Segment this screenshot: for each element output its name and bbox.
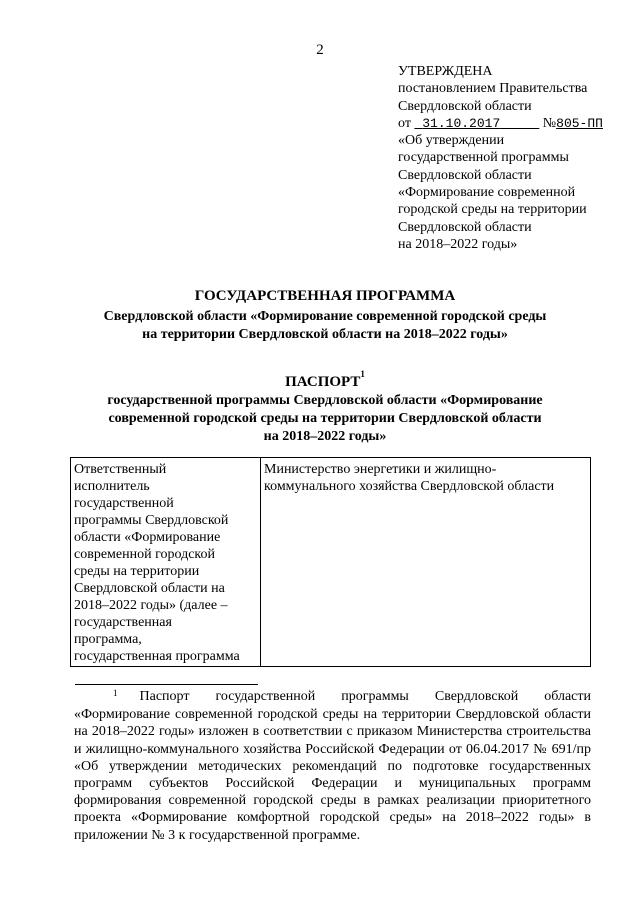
program-subtitle <box>60 308 590 344</box>
approval-subject-2: государственной программы <box>398 150 569 166</box>
approval-line-1: постановлением Правительства <box>398 81 588 97</box>
cell-line: Свердловской области на <box>74 581 225 596</box>
passport-subtitle-line-3: на 2018–2022 годы» <box>263 429 387 444</box>
program-subtitle-line-1: Свердловской области «Формирование современной городской среды <box>103 309 547 324</box>
page-number: 2 <box>316 42 324 58</box>
cell-line: современной городской <box>74 547 215 562</box>
number-prefix: № <box>542 115 557 131</box>
cell-line: программы Свердловской <box>74 513 229 528</box>
passport-subtitle-line-2: современной городской среды на территории Свердловской области <box>108 411 542 426</box>
approval-number: 805-ПП <box>556 115 603 131</box>
program-title: ГОСУДАРСТВЕННАЯ ПРОГРАММА <box>194 288 456 304</box>
program-subtitle-line-2: на территории Свердловской области на 2018–2022 годы» <box>142 327 508 342</box>
cell-line: программа, <box>74 632 142 647</box>
cell-line: государственная программа <box>74 649 240 664</box>
approval-date: 31.10.2017 <box>422 115 501 131</box>
cell-line: 2018–2022 годы» (далее – <box>74 598 228 613</box>
passport-subtitle <box>60 392 590 446</box>
passport-subtitle-line-1: государственной программы Свердловской области «Формирование <box>107 393 543 408</box>
cell-line: государственной <box>74 496 174 511</box>
cell-line: среды на территории <box>74 564 200 579</box>
table-cell-label <box>71 458 261 667</box>
approval-subject-6: Свердловской области <box>398 219 532 235</box>
approval-subject-7: на 2018–2022 годы» <box>398 236 518 252</box>
cell-line: Ответственный <box>74 462 167 477</box>
date-prefix: от <box>398 115 411 131</box>
footnote-text: Паспорт государственной программы Свердловской области «Формирование современной городской среды на территории Свердловской области на 2018–2022 годы» изложен в соответствии с приказом Министерства строительства и жилищно-коммунального хозяйства Российской Федерации от 06.04.2017 № 691/пр «Об утверждении методических рекомендаций по подготовке государственных программ субъектов Российской Федерации и муниципальных программ формирования современной городской среды в рамках реализации приоритетного проекта «Формирование комфортной городской среды» на 2018–2022 годы» в приложении № 3 к государственной программе. <box>74 689 591 843</box>
approval-subject-1: «Об утверждении <box>398 133 505 149</box>
approval-date-line <box>398 115 628 132</box>
cell-line: области «Формирование <box>74 530 221 545</box>
table-cell-value <box>261 458 591 667</box>
cell-line: Министерство энергетики и жилищно- <box>264 462 497 477</box>
approval-subject-5: городской среды на территории <box>398 202 587 218</box>
footnote-ref[interactable]: 1 <box>360 369 365 379</box>
approval-block <box>398 63 628 253</box>
passport-table <box>70 457 591 667</box>
cell-line: исполнитель <box>74 479 150 494</box>
footnote <box>74 688 591 844</box>
footnote-mark: 1 <box>113 688 118 698</box>
approval-subject-4: «Формирование современной <box>398 185 576 201</box>
passport-title-text: ПАСПОРТ <box>285 374 361 390</box>
approval-subject-3: Свердловской области <box>398 167 532 183</box>
approval-line-2: Свердловской области <box>398 98 532 114</box>
footnote-divider <box>75 684 258 685</box>
cell-line: коммунального хозяйства Свердловской области <box>264 479 555 494</box>
table-row <box>71 458 591 667</box>
passport-title <box>60 369 590 391</box>
approval-title: УТВЕРЖДЕНА <box>398 64 493 79</box>
cell-line: государственная <box>74 615 172 630</box>
